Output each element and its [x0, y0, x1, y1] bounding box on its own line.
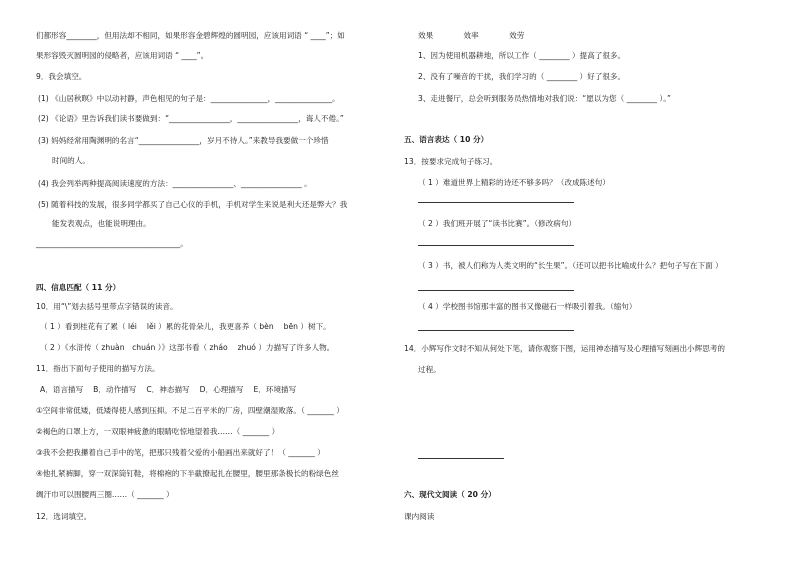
q10-item-1: （ 1 ）看到桂花有了累（ léi lěi ）累的花骨朵儿，我更喜养（ bèn bēn ）树下。	[40, 322, 331, 331]
section-5-heading: 五、语言表达（ 10 分）	[404, 135, 489, 144]
q11-options: A．语言描写 B．动作描写 C．神态描写 D．心理描写 E．环境描写	[40, 385, 297, 394]
q11-item-4-cont: 绸汗巾可以围腰两三圈……（ _______ ）	[36, 490, 174, 499]
q13-item-4-answer-line	[418, 330, 574, 331]
q14-text-line2: 过程。	[418, 365, 441, 374]
q13-item-2: （ 2 ）我们班开展了“读书比赛”。（修改病句）	[418, 219, 577, 228]
reading-subheading: 课内阅读	[404, 512, 435, 521]
q13-heading: 13．按要求完成句子练习。	[404, 157, 498, 166]
q13-item-1-answer-line	[418, 202, 574, 203]
q11-item-1: ①空间非常低矮，低矮得使人感到压抑。不足二百平米的厂房，四壁潮湿败落。（ _______ ）	[36, 406, 344, 415]
q10-heading: 10．用“\”划去括号里带点字错误的读音。	[36, 302, 178, 311]
q8-text-line2: 果形容毁灭圆明园的侵略者，应该用词语 “ ____”。	[36, 51, 209, 60]
q12-heading: 12．选词填空。	[36, 512, 92, 521]
q11-item-2: ②褐色的口罩上方，一双眼神疲惫的眼睛吃惊地望着我……（ _______ ）	[36, 427, 280, 436]
q14-answer-line	[418, 458, 504, 459]
q11-item-4: ④他扎紧裤脚，穿一双深筒钉鞋，将棉袍的下半截撩起扎在腰里，腰里那条极长的粉绿色丝	[36, 469, 339, 478]
section-6-heading: 六、现代文阅读（ 20 分）	[404, 490, 496, 499]
q13-item-1: （ 1 ）难道世界上精彩的诗还不够多吗？（改成陈述句）	[418, 178, 610, 187]
q12-word-bank: 效果 效率 效劳	[418, 31, 525, 40]
q9-item-4: (4) 我会列举两种提高阅读速度的方法：________________、________________ 。	[38, 179, 312, 188]
q9-item-1: (1) 《山居秋暝》中以动衬静，声色相见的句子是：_______________，_______________。	[38, 94, 340, 103]
q12-item-2: 2、没有了噪音的干扰，我们学习的（ ________ ）好了很多。	[418, 72, 626, 81]
q11-heading: 11．指出下面句子使用的描写方法。	[36, 364, 160, 373]
q12-item-3: 3、走进餐厅，总会听到服务员热情地对我们说：“愿以为您（ ________ ）。”	[418, 94, 671, 103]
q9-item-5-answer-line: ______________________________________。	[36, 239, 188, 248]
q9-item-3: (3) 妈妈经常用陶渊明的名言“________________，岁月不待人。”来教导我要做一个珍惜	[38, 136, 329, 145]
q13-item-3-answer-line	[418, 290, 574, 291]
q9-item-3-cont: 时间的人。	[52, 156, 90, 165]
q9-item-5: (5) 随着科技的发展，很多同学都买了自己心仪的手机，手机对学生来说是利大还是弊大？我	[38, 200, 348, 209]
q11-item-3: ③我不会把我攥着自己手中的笔，把那只残着父爱的小船画出来就好了！（ _______ ）	[36, 448, 325, 457]
q9-heading: 9．我会填空。	[36, 72, 87, 81]
section-4-heading: 四、信息匹配（ 11 分）	[36, 283, 121, 292]
q13-item-4: （ 4 ）学校图书馆那丰富的图书又像磁石一样吸引着我。（缩句）	[418, 302, 637, 311]
q13-item-3: （ 3 ）书，被人们称为人类文明的“长生果”。（还可以把书比喻成什么？把句子写在下面 ）	[418, 261, 723, 270]
q12-item-1: 1、因为使用机器耕地，所以工作（ ________ ）提高了很多。	[418, 51, 626, 60]
q10-item-2: （ 2 ）《水浒传（ zhuàn chuán ）》这部书看（ zháo zhuó ）力描写了许多人物。	[40, 343, 335, 352]
q9-item-5-cont: 能发表观点，也能说明理由。	[52, 219, 151, 228]
q13-item-2-answer-line	[418, 245, 574, 246]
q9-item-2: (2) 《论语》里告诉我们读书要做到：“________________，________________，诲人不倦。”	[38, 114, 344, 123]
q8-text-line1: 们都形容________，但用法却不相同，如果形容金碧辉煌的圆明园，应该用词语 “ ____”；如	[36, 31, 345, 40]
q14-text-line1: 14．小辉写作文时不知从何处下笔，请你观察下图，运用神态描写及心理描写刻画出小辉思考的	[404, 344, 726, 353]
